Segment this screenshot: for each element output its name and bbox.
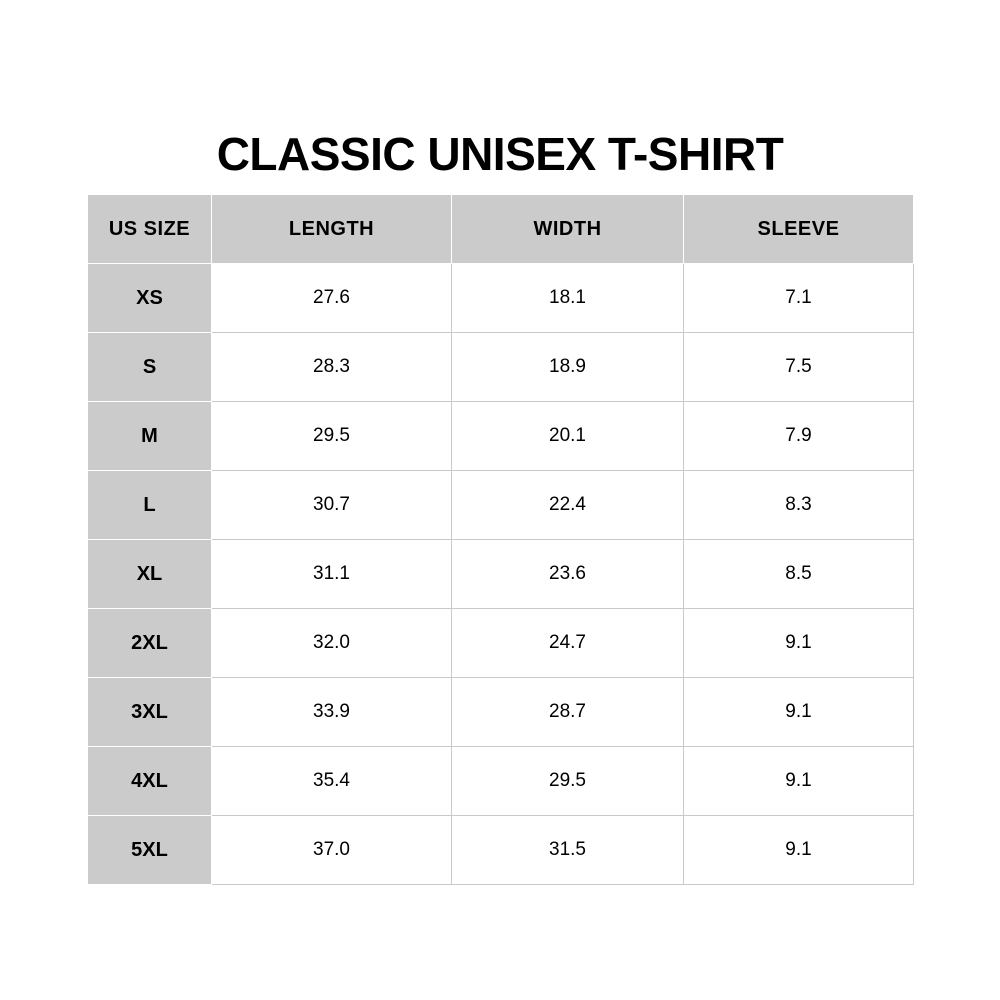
cell-length: 33.9 (212, 678, 452, 747)
table-header-row (88, 195, 914, 264)
cell-size: 4XL (88, 747, 212, 816)
table-row (88, 609, 914, 678)
table-row (88, 747, 914, 816)
cell-sleeve: 9.1 (684, 816, 914, 885)
table-row (88, 333, 914, 402)
cell-length: 29.5 (212, 402, 452, 471)
table-row (88, 816, 914, 885)
cell-width: 20.1 (452, 402, 684, 471)
cell-sleeve: 7.5 (684, 333, 914, 402)
cell-sleeve: 8.3 (684, 471, 914, 540)
table-body (88, 264, 914, 885)
cell-length: 32.0 (212, 609, 452, 678)
cell-sleeve: 9.1 (684, 678, 914, 747)
size-chart-table-wrapper (87, 194, 913, 885)
cell-size: M (88, 402, 212, 471)
cell-sleeve: 8.5 (684, 540, 914, 609)
cell-width: 31.5 (452, 816, 684, 885)
cell-sleeve: 7.1 (684, 264, 914, 333)
cell-width: 29.5 (452, 747, 684, 816)
column-header-us-size: US SIZE (88, 195, 212, 264)
column-header-length: LENGTH (212, 195, 452, 264)
table-row (88, 264, 914, 333)
table-row (88, 540, 914, 609)
column-header-width: WIDTH (452, 195, 684, 264)
cell-size: S (88, 333, 212, 402)
cell-size: XS (88, 264, 212, 333)
cell-size: L (88, 471, 212, 540)
cell-width: 23.6 (452, 540, 684, 609)
cell-length: 35.4 (212, 747, 452, 816)
table-row (88, 471, 914, 540)
cell-length: 28.3 (212, 333, 452, 402)
cell-length: 30.7 (212, 471, 452, 540)
cell-length: 31.1 (212, 540, 452, 609)
cell-width: 28.7 (452, 678, 684, 747)
cell-size: 5XL (88, 816, 212, 885)
size-chart-table (87, 194, 914, 885)
cell-width: 22.4 (452, 471, 684, 540)
cell-width: 18.9 (452, 333, 684, 402)
cell-sleeve: 7.9 (684, 402, 914, 471)
table-header (88, 195, 914, 264)
cell-sleeve: 9.1 (684, 609, 914, 678)
cell-length: 37.0 (212, 816, 452, 885)
page-title: CLASSIC UNISEX T-SHIRT (216, 128, 784, 180)
cell-size: 2XL (88, 609, 212, 678)
table-row (88, 678, 914, 747)
cell-width: 24.7 (452, 609, 684, 678)
cell-sleeve: 9.1 (684, 747, 914, 816)
column-header-sleeve: SLEEVE (684, 195, 914, 264)
cell-size: 3XL (88, 678, 212, 747)
cell-width: 18.1 (452, 264, 684, 333)
cell-length: 27.6 (212, 264, 452, 333)
cell-size: XL (88, 540, 212, 609)
table-row (88, 402, 914, 471)
